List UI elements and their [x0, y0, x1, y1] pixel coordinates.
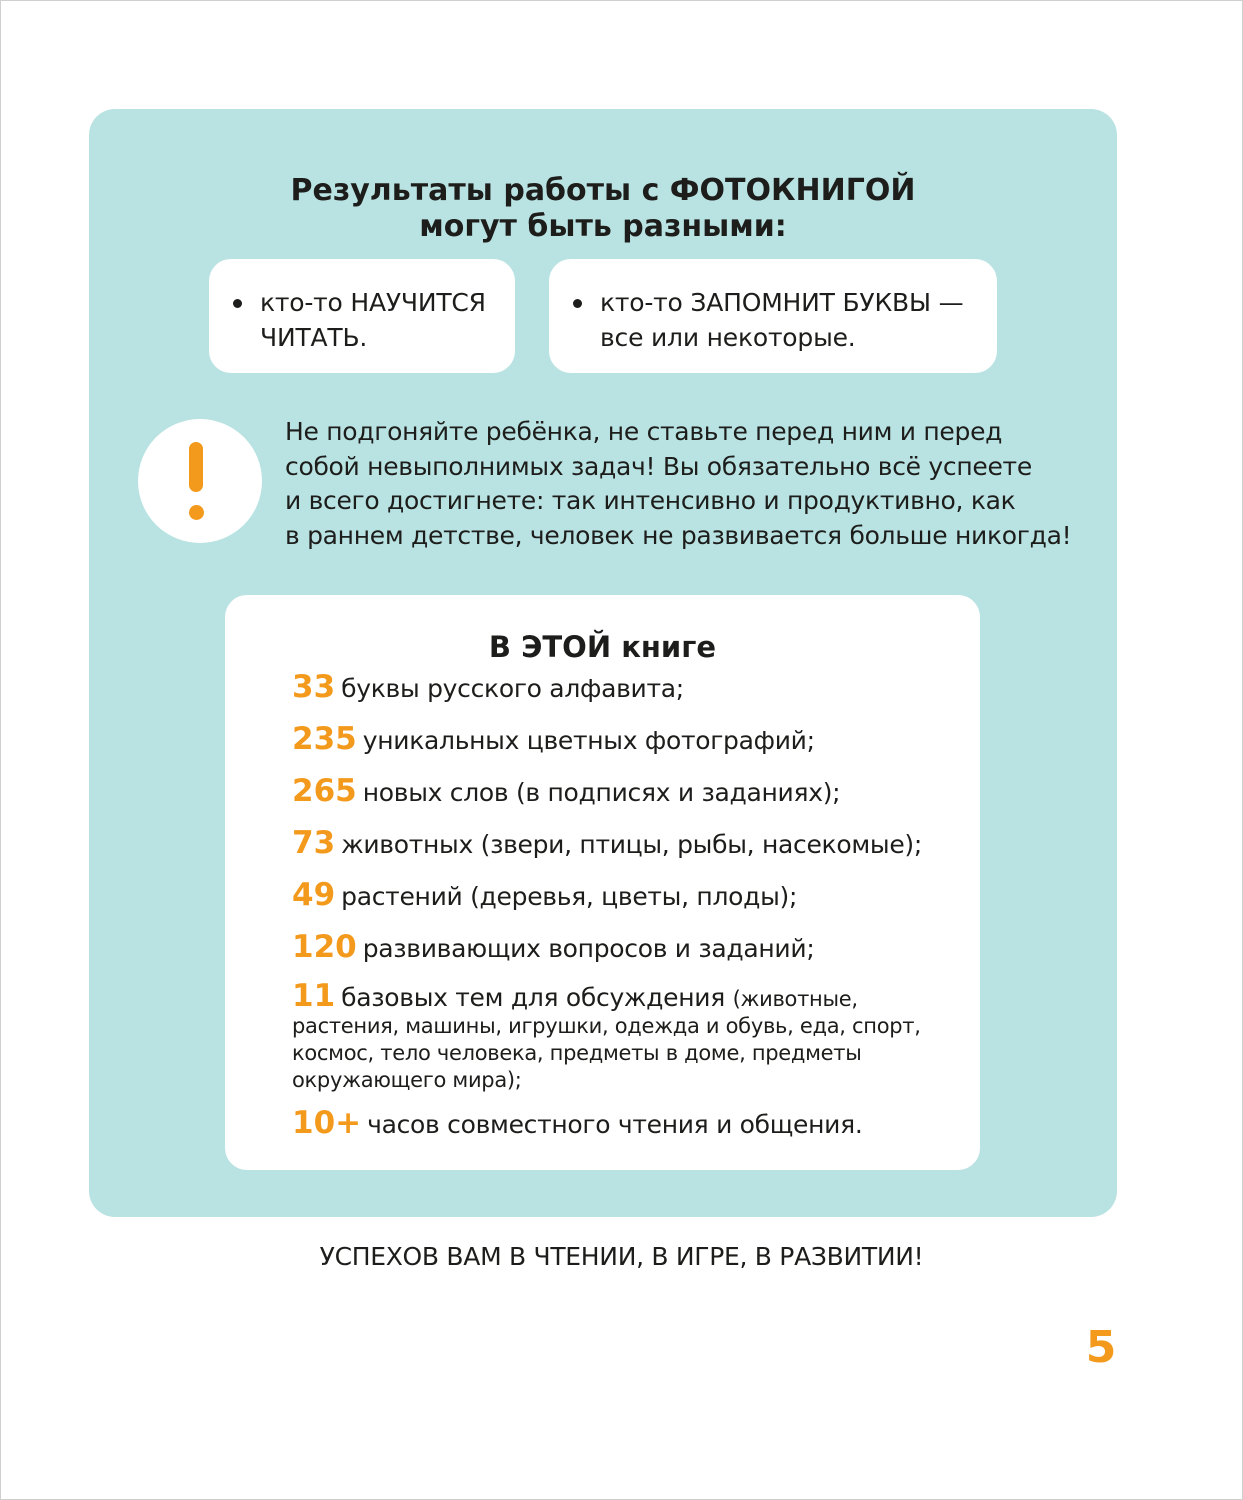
stat-text: растений (деревья, цветы, плоды);: [341, 882, 798, 911]
stat-item: [292, 931, 952, 965]
outcome-line: все или некоторые.: [600, 323, 856, 352]
stat-number: 73: [292, 825, 336, 861]
book-contents-card: [225, 595, 980, 1170]
info-panel: [89, 109, 1117, 1217]
outcome-text: [600, 285, 987, 355]
stat-item: [292, 978, 952, 1093]
page-number: 5: [1085, 1322, 1117, 1373]
bullet-icon: [573, 299, 582, 308]
book-stats-list: [292, 671, 952, 1159]
stat-item: [292, 879, 952, 913]
heading-line-2: могут быть разными:: [419, 209, 787, 244]
exclamation-icon: [138, 419, 262, 543]
stat-detail: (животные, растения, машины, игрушки, одежда и обувь, еда, спорт, космос, тело человека, предметы в доме, предметы окружающего мира);: [292, 987, 921, 1092]
stat-number: 33: [292, 669, 336, 705]
stat-item: [292, 723, 952, 757]
outcome-card-letters: [549, 259, 997, 373]
stat-text: буквы русского алфавита;: [341, 674, 684, 703]
advice-note: [285, 415, 1105, 553]
stat-text: базовых тем для обсуждения: [341, 983, 725, 1012]
stat-text: развивающих вопросов и заданий;: [362, 934, 815, 963]
stat-text: животных (звери, птицы, рыбы, насекомые);: [341, 830, 923, 859]
outcome-line: кто-то НАУЧИТСЯ: [260, 288, 486, 317]
note-line: собой невыполнимых задач! Вы обязательно всё успеете: [285, 451, 1032, 481]
stat-text: часов совместного чтения и общения.: [367, 1110, 863, 1139]
stat-number: 49: [292, 877, 336, 913]
stat-number: 265: [292, 773, 357, 809]
outcome-text: [260, 285, 505, 355]
stat-item: [292, 1107, 952, 1141]
exclamation-dot: [189, 505, 204, 520]
stat-number: 10+: [292, 1105, 362, 1141]
note-line: Не подгоняйте ребёнка, не ставьте перед ним и перед: [285, 417, 1003, 446]
closing-wish: УСПЕХОВ ВАМ В ЧТЕНИИ, В ИГРЕ, В РАЗВИТИИ!: [319, 1242, 924, 1271]
stat-text: новых слов (в подписях и заданиях);: [362, 778, 841, 807]
stat-number: 120: [292, 929, 357, 965]
stat-number: 235: [292, 721, 357, 757]
heading-line-1: Результаты работы с ФОТОКНИГОЙ: [290, 173, 916, 208]
bullet-icon: [233, 299, 242, 308]
outcome-card-reading: [209, 259, 515, 373]
book-contents-title: В ЭТОЙ книге: [488, 630, 717, 664]
page-heading: [89, 173, 1117, 245]
stat-item: [292, 827, 952, 861]
stat-text: уникальных цветных фотографий;: [362, 726, 815, 755]
stat-number: 11: [292, 978, 336, 1014]
outcome-line: ЧИТАТЬ.: [260, 323, 368, 352]
stat-item: [292, 775, 952, 809]
note-line: в раннем детстве, человек не развивается больше никогда!: [285, 520, 1072, 550]
stat-item: [292, 671, 952, 705]
exclamation-bar: [189, 442, 203, 492]
note-line: и всего достигнете: так интенсивно и продуктивно, как: [285, 486, 1016, 515]
outcome-line: кто-то ЗАПОМНИТ БУКВЫ —: [600, 288, 964, 317]
